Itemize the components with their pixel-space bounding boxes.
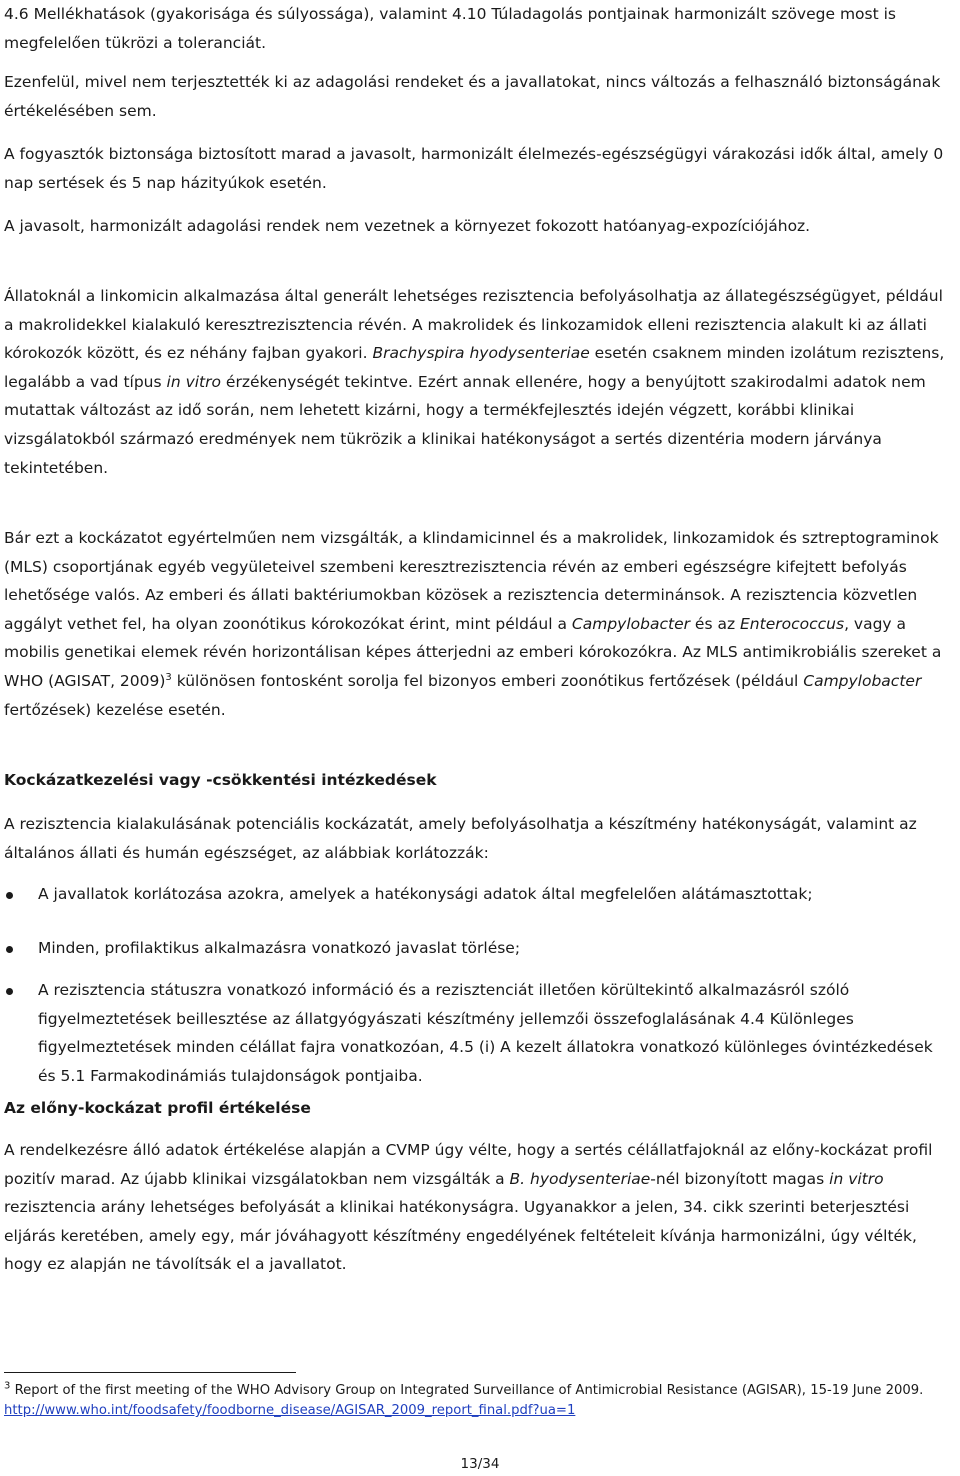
- italic-run: in vitro: [829, 1169, 884, 1188]
- italic-run: Brachyspira hyodysenteriae: [372, 344, 590, 363]
- list-item: A javallatok korlátozása azokra, amelyek a hatékonysági adatok által megfelelően alátámasztottak;: [4, 880, 954, 909]
- italic-run: B. hyodysenteriae: [509, 1169, 651, 1188]
- paragraph-risk-intro: A rezisztencia kialakulásának potenciális kockázatát, amely befolyásolhatja a készítmény hatékonyságát, valamint az általános állati és humán egészséget, az alábbiak korlátozzák:: [4, 815, 917, 862]
- text-run: esetén csaknem minden izolátum rezisztens, legalább a vad típus: [4, 344, 945, 391]
- italic-run: Enterococcus: [740, 614, 845, 633]
- italic-run: in vitro: [166, 372, 221, 391]
- measures-list: [4, 880, 954, 1091]
- section-heading-benefit-risk: Az előny-kockázat profil értékelése: [4, 1099, 311, 1117]
- italic-run: Campylobacter: [803, 671, 922, 690]
- paragraph-environment: A javasolt, harmonizált adagolási rendek nem vezetnek a környezet fokozott hatóanyag-expozíciójához.: [4, 217, 811, 235]
- footnote-text: Report of the first meeting of the WHO Advisory Group on Integrated Surveillance of Antimicrobial Resistance (AGISAR), 15-19 June 2009.: [10, 1383, 924, 1398]
- text-run: -nél bizonyított magas: [650, 1169, 830, 1188]
- paragraph-user-safety: Ezenfelül, mivel nem terjesztették ki az adagolási rendeket és a javallatokat, nincs változás a felhasználó biztonságának értékelésében sem.: [4, 73, 941, 120]
- text-run: rezisztencia arány lehetséges befolyását a klinikai hatékonyságra. Ugyanakkor a jelen, 34. cikk szerinti beterjesztési eljárás keretében, amely egy, már jóváhagyott készítmény engedélyének feltételeit kívánja harmonizálni, úgy vélték, hogy ez alapján ne távolítsák el a javallatot.: [4, 1198, 917, 1274]
- footnote-reference[interactable]: 3: [165, 671, 172, 683]
- footnote-divider: [4, 1372, 296, 1373]
- text-run: Állatoknál a linkomicin alkalmazása által generált lehetséges rezisztencia befolyásolhatja az állategészségügyet, például a makrolidekkel kialakuló keresztrezisztencia révén. A makrolidek és linkozamidok elleni rezisztencia alakult ki az állati kórokozók között, és ez néhány fajban gyakori.: [4, 287, 943, 363]
- section-heading-risk-management: Kockázatkezelési vagy -csökkentési intézkedések: [4, 771, 437, 789]
- italic-run: Campylobacter: [571, 614, 690, 633]
- bullet-icon: [6, 988, 13, 995]
- text-run: fertőzések) kezelése esetén.: [4, 700, 226, 719]
- bullet-icon: [6, 892, 13, 899]
- page-number: 13/34: [460, 1456, 500, 1472]
- paragraph-human-health-risk: [4, 524, 954, 724]
- footnote-marker: 3: [4, 1380, 11, 1392]
- footnote-link[interactable]: http://www.who.int/foodsafety/foodborne_disease/AGISAR_2009_report_final.pdf?ua=1: [4, 1403, 576, 1418]
- bullet-icon: [6, 946, 13, 953]
- text-run: és az: [689, 614, 741, 633]
- text-run: különösen fontosként sorolja fel bizonyos emberi zoonótikus fertőzések (például: [171, 671, 804, 690]
- paragraph-tolerance: 4.6 Mellékhatások (gyakorisága és súlyossága), valamint 4.10 Túladagolás pontjainak harmonizált szövege most is megfelelően tükrözi a toleranciát.: [4, 5, 896, 52]
- footnote: [4, 1381, 954, 1421]
- paragraph-animal-resistance: [4, 282, 954, 482]
- list-item: A rezisztencia státuszra vonatkozó információ és a rezisztenciát illetően körültekintő alkalmazásról szóló figyelmeztetések beillesztése az állatgyógyászati készítmény jellemzői összefoglalásának 4.4 Különleges figyelmeztetések minden célállat fajra vonatkozóan, 4.5 (i) A kezelt állatokra vonatkozó különleges óvintézkedések és 5.1 Farmakodinámiás tulajdonságok pontjaiba.: [4, 976, 954, 1090]
- list-item: Minden, profilaktikus alkalmazásra vonatkozó javaslat törlése;: [4, 934, 954, 963]
- text-run: érzékenységét tekintve. Ezért annak ellenére, hogy a benyújtott szakirodalmi adatok nem mutattak változást az idő során, nem lehetett kizárni, hogy a termékfejlesztés idején végzett, korábbi klinikai vizsgálatokból származó eredmények nem tükrözik a klinikai hatékonyságot a sertés dizentéria modern járványa tekintetében.: [4, 372, 926, 477]
- paragraph-consumer-safety: A fogyasztók biztonsága biztosított marad a javasolt, harmonizált élelmezés-egészségügyi várakozási idők által, amely 0 nap sertések és 5 nap házityúkok esetén.: [4, 145, 944, 192]
- text-run: , vagy a mobilis genetikai elemek révén horizontálisan képes átterjedni az emberi kórokozókra. Az MLS antimikrobiális szereket a WHO (AGISAT, 2009): [4, 614, 942, 690]
- paragraph-benefit-risk: [4, 1136, 954, 1279]
- text-run: Bár ezt a kockázatot egyértelműen nem vizsgálták, a klindamicinnel és a makrolidek, linkozamidok és sztreptograminok (MLS) csoportjának egyéb vegyületeivel szembeni keresztrezisztencia révén az emberi egészségre kifejtett befolyás lehetősége valós. Az emberi és állati baktériumokban közösek a rezisztencia determinánsok. A rezisztencia közvetlen aggályt vethet fel, ha olyan zoonótikus kórokozókat érint, mint például a: [4, 529, 939, 633]
- text-run: A rendelkezésre álló adatok értékelése alapján a CVMP úgy vélte, hogy a sertés célállatfajoknál az előny-kockázat profil pozitív marad. Az újabb klinikai vizsgálatokban nem vizsgálták a: [4, 1141, 933, 1188]
